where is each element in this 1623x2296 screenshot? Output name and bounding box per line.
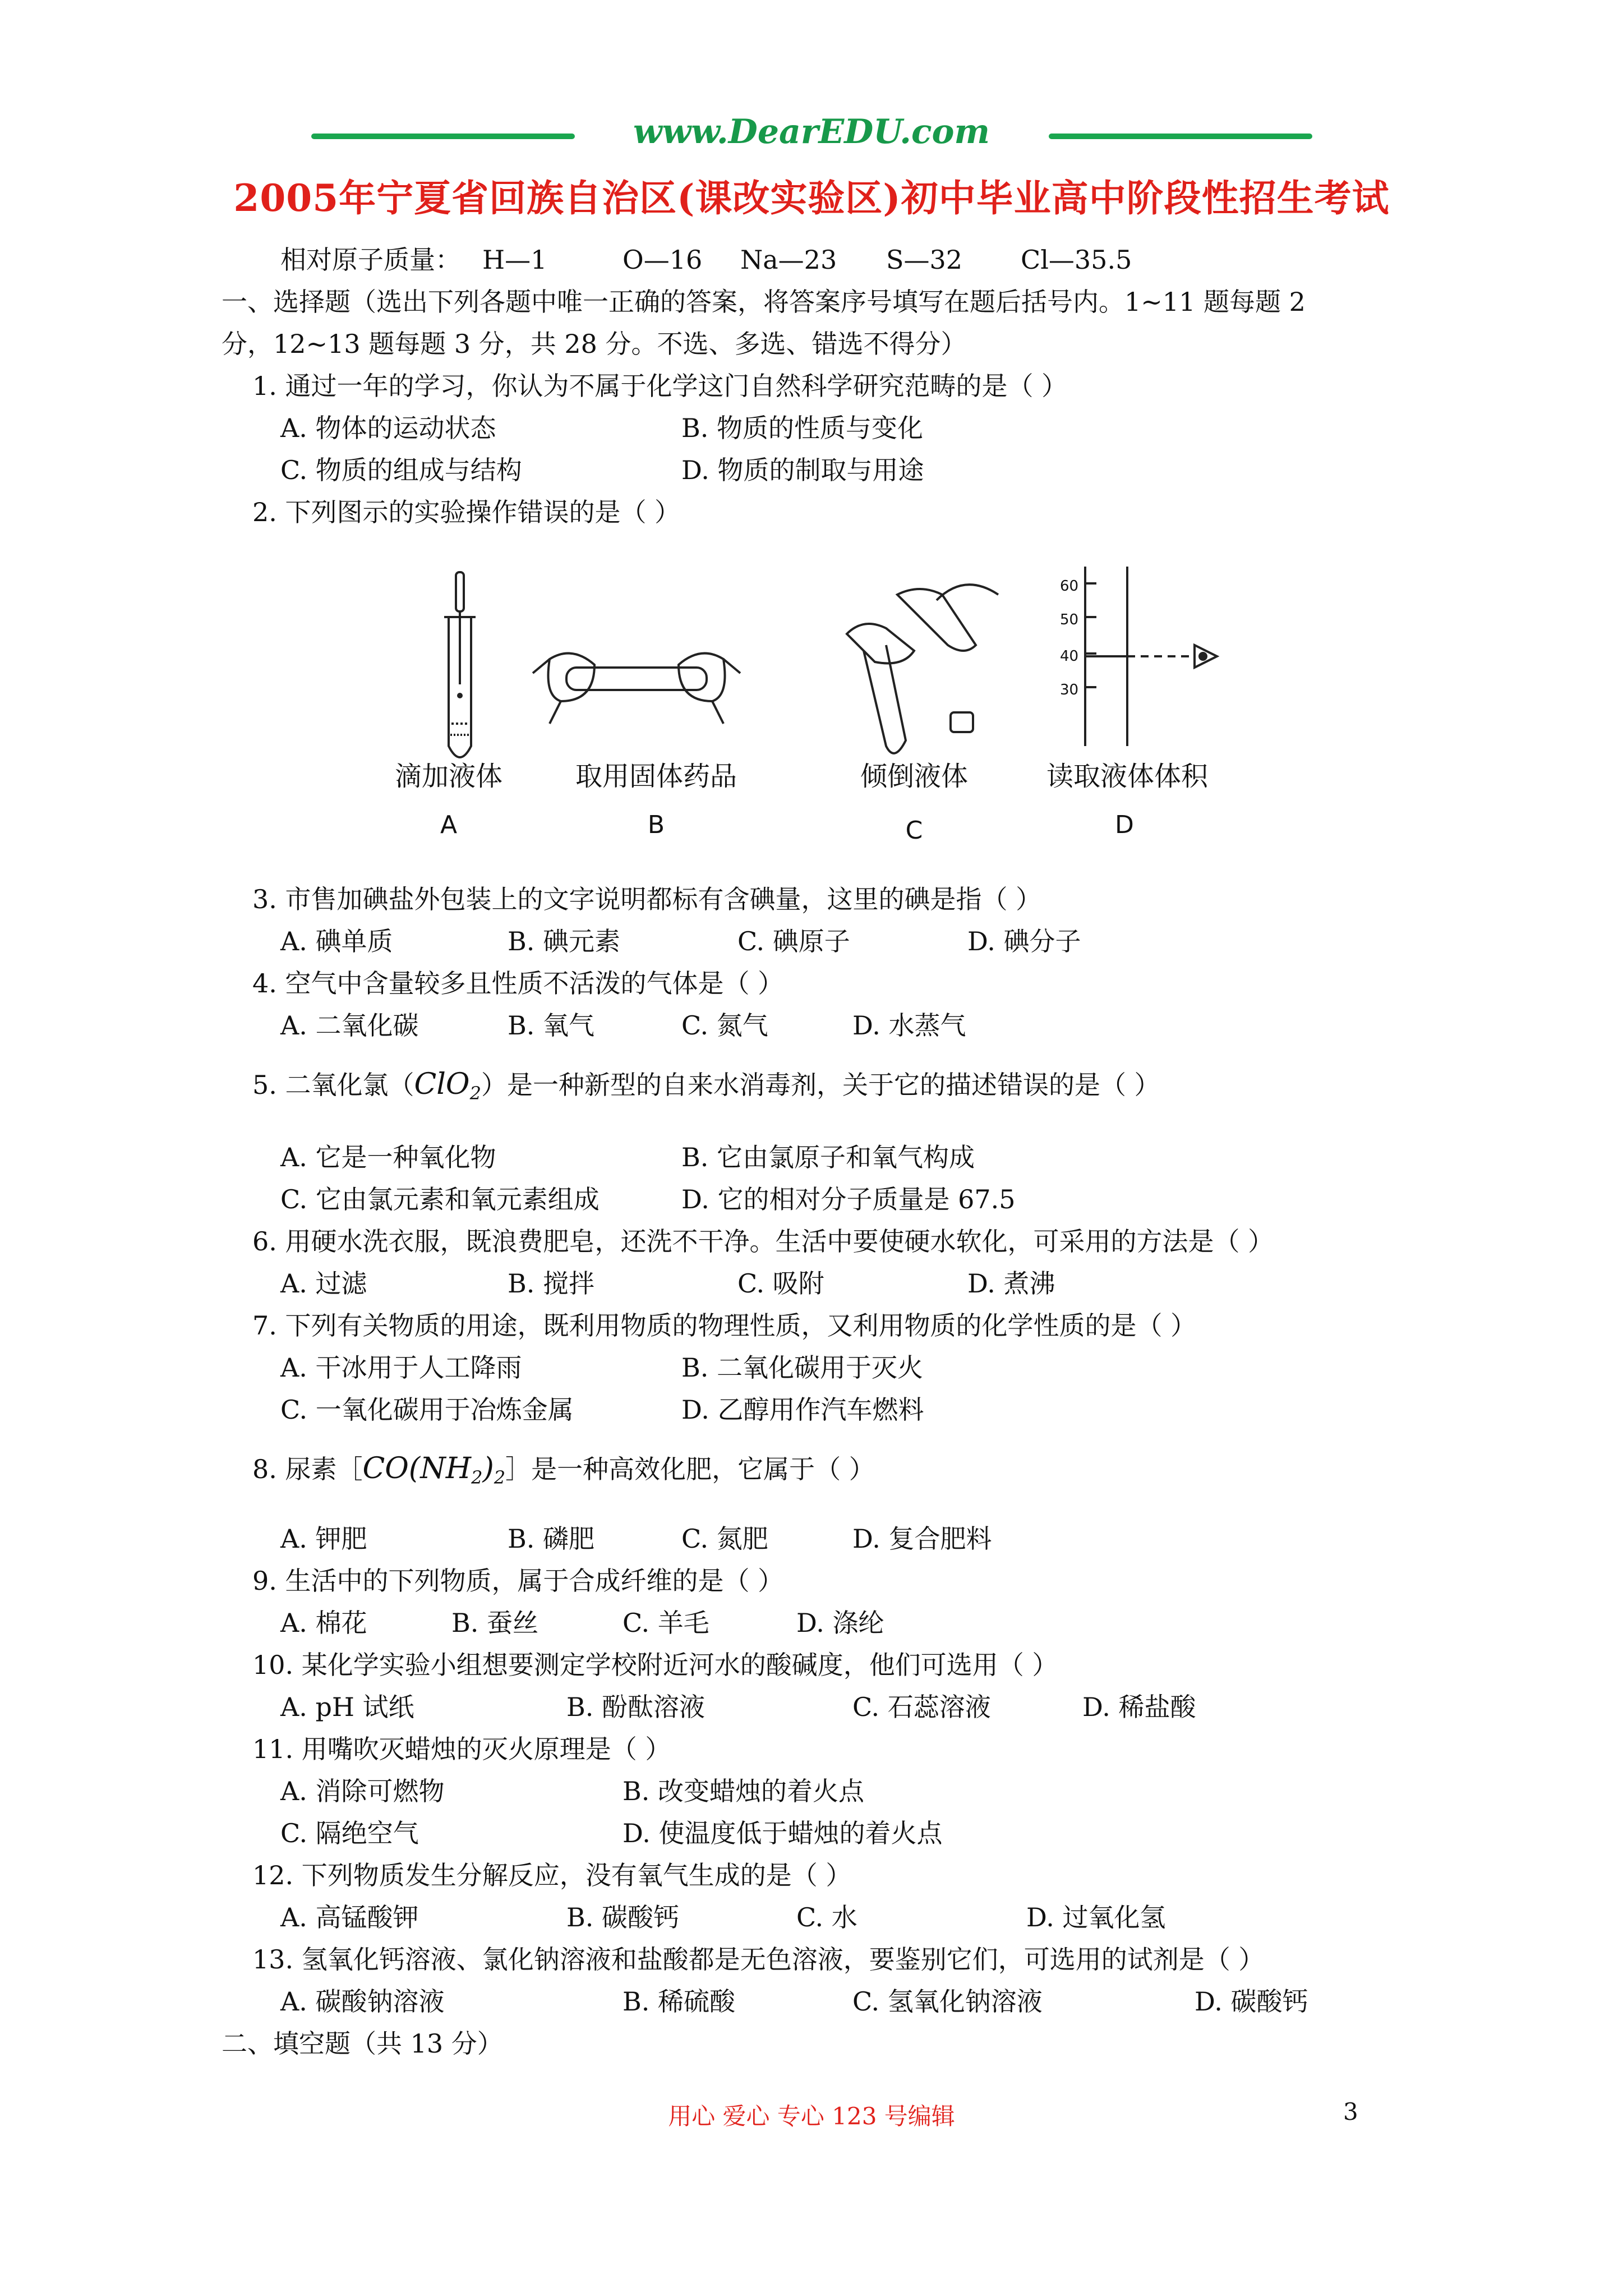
q9-option-c: C. 羊毛 <box>623 1608 709 1638</box>
figure-caption-a: 滴加液体 <box>394 761 502 792</box>
footer-text: 用心 爱心 专心 123 号编辑 <box>668 2102 955 2130</box>
pouring-liquid-drawing <box>847 585 998 753</box>
q3-option-a: A. 碘单质 <box>280 926 393 956</box>
q8-option-d: D. 复合肥料 <box>852 1524 992 1554</box>
q9-option-a: A. 棉花 <box>280 1608 367 1638</box>
q5-option-c: C. 它由氯元素和氧元素组成 <box>280 1184 600 1214</box>
q8-option-b: B. 磷肥 <box>508 1524 595 1554</box>
q13-option-c: C. 氢氧化钠溶液 <box>852 1986 1043 2017</box>
q7-option-d: D. 乙醇用作汽车燃料 <box>681 1395 924 1425</box>
q8-option-c: C. 氮肥 <box>681 1524 768 1554</box>
q6-option-d: D. 煮沸 <box>967 1268 1055 1299</box>
atomic-mass-na: Na—23 <box>740 245 837 275</box>
atomic-mass-cl: Cl—35.5 <box>1021 245 1132 275</box>
q7-option-c: C. 一氧化碳用于冶炼金属 <box>280 1395 574 1425</box>
question-2-stem: 2. 下列图示的实验操作错误的是（ ） <box>252 497 681 527</box>
page-number: 3 <box>1343 2098 1358 2125</box>
question-8-stem <box>252 1453 875 1493</box>
question-11-stem: 11. 用嘴吹灭蜡烛的灭火原理是（ ） <box>252 1734 671 1764</box>
cylinder-tick-50: 50 <box>1060 611 1079 628</box>
figure-caption-d: 读取液体体积 <box>1046 761 1208 792</box>
q4-option-c: C. 氮气 <box>681 1010 768 1041</box>
q7-option-a: A. 干冰用于人工降雨 <box>280 1352 522 1383</box>
q8-formula-sub1: 2 <box>471 1467 483 1489</box>
q12-option-c: C. 水 <box>796 1902 857 1932</box>
atomic-mass-label: 相对原子质量： <box>280 245 461 275</box>
cylinder-tick-30: 30 <box>1060 682 1079 698</box>
question-5-stem <box>252 1069 1160 1109</box>
q5-option-d: D. 它的相对分子质量是 67.5 <box>681 1184 1016 1214</box>
q6-option-a: A. 过滤 <box>280 1268 367 1299</box>
q7-option-b: B. 二氧化碳用于灭火 <box>681 1352 924 1383</box>
q8-option-a: A. 钾肥 <box>280 1524 367 1554</box>
q5-option-b: B. 它由氯原子和氧气构成 <box>681 1142 975 1172</box>
q3-option-c: C. 碘原子 <box>737 926 850 956</box>
q10-option-c: C. 石蕊溶液 <box>852 1692 991 1722</box>
q1-option-b: B. 物质的性质与变化 <box>681 413 924 443</box>
q3-option-d: D. 碘分子 <box>967 926 1081 956</box>
q8-formula-close: ) <box>482 1452 494 1485</box>
q8-stem-after: ］是一种高效化肥，它属于（ ） <box>505 1454 875 1484</box>
question-7-stem: 7. 下列有关物质的用途，既利用物质的物理性质，又利用物质的化学性质的是（ ） <box>252 1310 1197 1341</box>
section1-intro-line2: 分，12~13 题每题 3 分，共 28 分。不选、多选、错选不得分） <box>222 329 967 359</box>
atomic-mass-h: H—1 <box>482 245 547 275</box>
question-1-stem: 1. 通过一年的学习，你认为不属于化学这门自然科学研究范畴的是（ ） <box>252 371 1068 401</box>
figure-letter-b: B <box>647 811 665 839</box>
q4-option-b: B. 氧气 <box>508 1010 595 1041</box>
q5-stem-before: 5. 二氧化氯（ <box>252 1070 414 1100</box>
dropper-test-tube-drawing <box>444 572 476 757</box>
cylinder-tick-60: 60 <box>1060 578 1079 595</box>
q5-formula: ClO <box>414 1068 470 1101</box>
lab-operations-figure <box>381 561 1256 785</box>
q13-option-d: D. 碳酸钙 <box>1195 1986 1308 2017</box>
q5-stem-after: ）是一种新型的自来水消毒剂，关于它的描述错误的是（ ） <box>481 1070 1160 1100</box>
q4-option-a: A. 二氧化碳 <box>280 1010 419 1041</box>
figure-caption-c: 倾倒液体 <box>860 761 968 792</box>
q1-option-d: D. 物质的制取与用途 <box>681 455 924 485</box>
page-title: 2005年宁夏省回族自治区(课改实验区)初中毕业高中阶段性招生考试 <box>233 176 1390 220</box>
q6-option-c: C. 吸附 <box>737 1268 824 1299</box>
question-4-stem: 4. 空气中含量较多且性质不活泼的气体是（ ） <box>252 968 784 999</box>
atomic-mass-s: S—32 <box>886 245 963 275</box>
q11-option-a: A. 消除可燃物 <box>280 1776 445 1806</box>
figure-letter-c: C <box>905 816 923 845</box>
question-3-stem: 3. 市售加碘盐外包装上的文字说明都标有含碘量，这里的碘是指（ ） <box>252 884 1042 914</box>
question-10-stem: 10. 某化学实验小组想要测定学校附近河水的酸碱度，他们可选用（ ） <box>252 1650 1058 1680</box>
q12-option-b: B. 碳酸钙 <box>566 1902 680 1932</box>
question-9-stem: 9. 生活中的下列物质，属于合成纤维的是（ ） <box>252 1566 784 1596</box>
q6-option-b: B. 搅拌 <box>508 1268 595 1299</box>
figure-letter-a: A <box>440 811 458 839</box>
q9-option-b: B. 蚕丝 <box>451 1608 539 1638</box>
q9-option-d: D. 涤纶 <box>796 1608 884 1638</box>
q13-option-b: B. 稀硫酸 <box>623 1986 736 2017</box>
figure-letter-d: D <box>1115 811 1134 839</box>
q10-option-d: D. 稀盐酸 <box>1082 1692 1196 1722</box>
q12-option-a: A. 高锰酸钾 <box>280 1902 419 1932</box>
q10-option-a: A. pH 试纸 <box>280 1692 414 1722</box>
section1-intro-line1: 一、选择题（选出下列各题中唯一正确的答案，将答案序号填写在题后括号内。1~11 题每题 2 <box>222 287 1306 317</box>
q8-formula-sub2: 2 <box>494 1467 506 1489</box>
q13-option-a: A. 碳酸钠溶液 <box>280 1986 445 2017</box>
q1-option-c: C. 物质的组成与结构 <box>280 455 522 485</box>
q11-option-c: C. 隔绝空气 <box>280 1818 419 1848</box>
graduated-cylinder-drawing <box>1085 567 1217 746</box>
q5-formula-sub: 2 <box>469 1083 481 1105</box>
q8-stem-before: 8. 尿素［ <box>252 1454 363 1484</box>
q1-option-a: A. 物体的运动状态 <box>280 413 496 443</box>
solid-reagent-drawing <box>533 654 740 724</box>
q4-option-d: D. 水蒸气 <box>852 1010 966 1041</box>
section2-title: 二、填空题（共 13 分） <box>222 2028 503 2059</box>
q5-option-a: A. 它是一种氧化物 <box>280 1142 496 1172</box>
question-12-stem: 12. 下列物质发生分解反应，没有氧气生成的是（ ） <box>252 1860 852 1890</box>
site-logo: www.DearEDU.com <box>633 112 990 151</box>
q10-option-b: B. 酚酞溶液 <box>566 1692 706 1722</box>
question-6-stem: 6. 用硬水洗衣服，既浪费肥皂，还洗不干净。生活中要使硬水软化，可采用的方法是（ ） <box>252 1226 1274 1257</box>
q11-option-b: B. 改变蜡烛的着火点 <box>623 1776 865 1806</box>
cylinder-tick-40: 40 <box>1060 648 1079 665</box>
q12-option-d: D. 过氧化氢 <box>1026 1902 1166 1932</box>
question-13-stem: 13. 氢氧化钙溶液、氯化钠溶液和盐酸都是无色溶液，要鉴别它们，可选用的试剂是（ ） <box>252 1944 1265 1975</box>
q3-option-b: B. 碘元素 <box>508 926 621 956</box>
figure-caption-b: 取用固体药品 <box>575 761 737 792</box>
q8-formula: CO(NH <box>362 1452 472 1485</box>
q11-option-d: D. 使温度低于蜡烛的着火点 <box>623 1818 943 1848</box>
atomic-mass-o: O—16 <box>623 245 703 275</box>
